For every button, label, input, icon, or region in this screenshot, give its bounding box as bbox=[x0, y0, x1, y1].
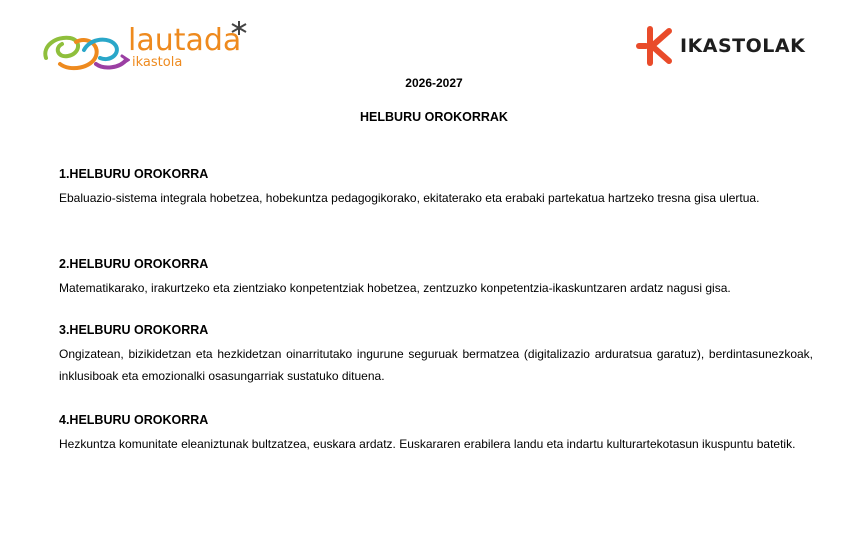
lautada-swirl-icon bbox=[40, 28, 130, 72]
goal-heading: 1.HELBURU OROKORRA bbox=[59, 167, 209, 181]
goal-section-1 bbox=[59, 166, 813, 209]
goal-heading: 3.HELBURU OROKORRA bbox=[59, 323, 209, 337]
sparkle-icon bbox=[230, 20, 248, 36]
lautada-wordmark: lautada bbox=[128, 23, 242, 58]
goal-heading: 2.HELBURU OROKORRA bbox=[59, 257, 209, 271]
goal-section-3 bbox=[59, 322, 813, 387]
lautada-subtitle: ikastola bbox=[132, 55, 183, 70]
lautada-ikastola-logo bbox=[40, 20, 255, 78]
page-title: HELBURU OROKORRAK bbox=[360, 110, 508, 124]
goal-section-2 bbox=[59, 256, 813, 299]
goal-section-4 bbox=[59, 412, 813, 455]
goal-heading: 4.HELBURU OROKORRA bbox=[59, 413, 209, 427]
goal-text: Hezkuntza komunitate eleaniztunak bultzatzea, euskara ardatz. Euskararen erabilera landu eta indartu kulturartekotasun ikuspuntu batetik. bbox=[59, 437, 796, 451]
ikastolak-logo bbox=[636, 26, 806, 66]
goal-text: Ebaluazio-sistema integrala hobetzea, hobekuntza pedagogikorako, ekitaterako eta erabaki partekatua hartzeko tresna gisa ulertua. bbox=[59, 191, 760, 205]
school-year: 2026-2027 bbox=[405, 76, 463, 90]
goal-text: Ongizatean, bizikidetzan eta hezkidetzan oinarritutako ingurune seguruak bermatzea (digitalizazio arduratsua garatuz), berdintasunezkoak, inklusiboak eta emozionalki osasungarriak sustatuko dituena. bbox=[59, 347, 813, 383]
ikastolak-k-icon bbox=[636, 26, 676, 66]
goal-text: Matematikarako, irakurtzeko eta zientziako konpetentziak hobetzea, zentzuzko konpetentzia-ikaskuntzaren ardatz nagusi gisa. bbox=[59, 281, 731, 295]
ikastolak-wordmark: IKASTOLAK bbox=[680, 35, 806, 57]
